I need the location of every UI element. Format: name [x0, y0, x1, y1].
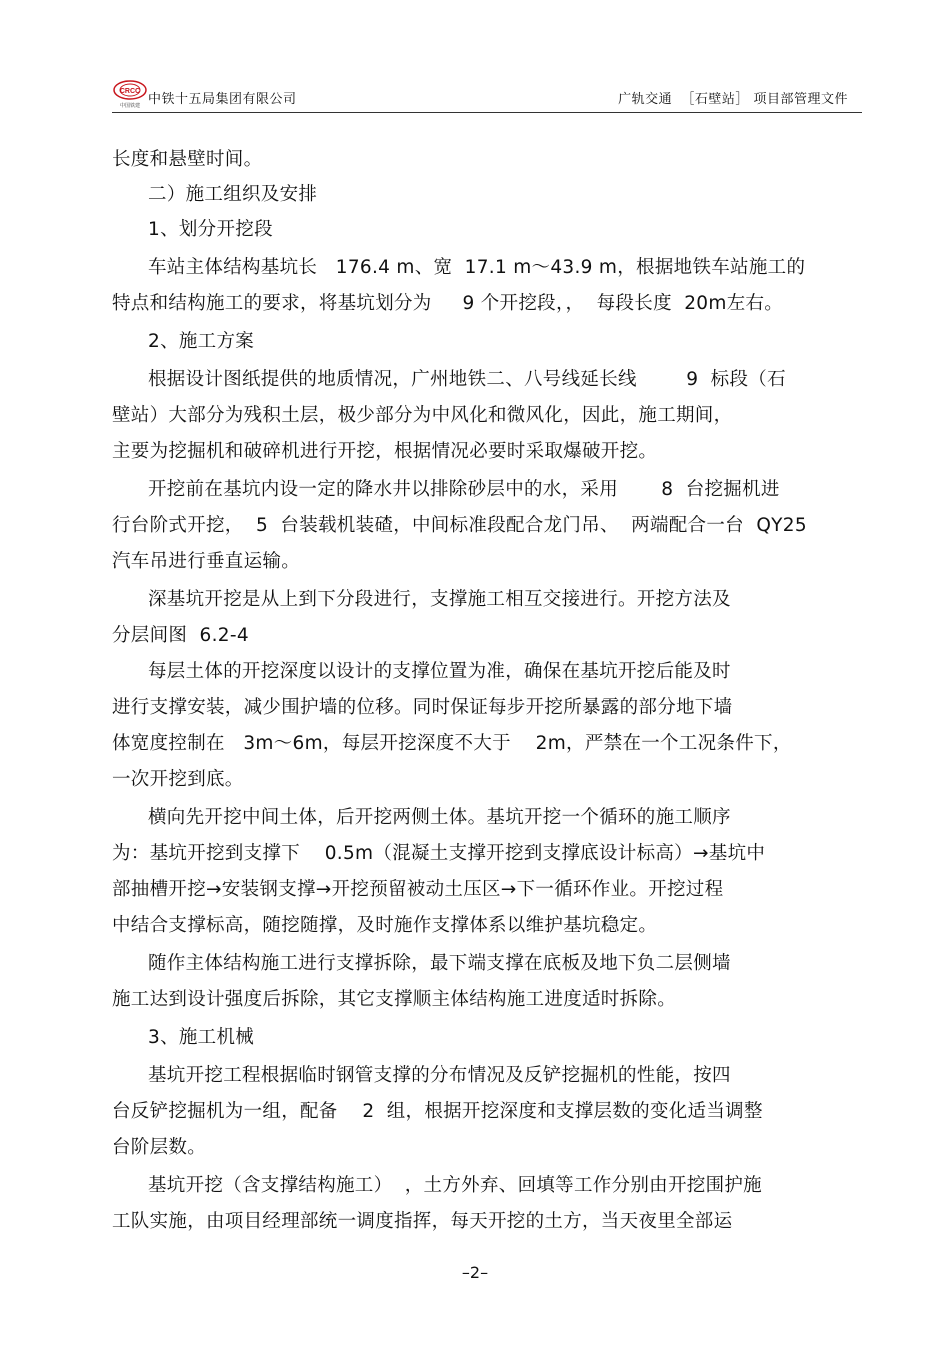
body-line: 壁站）大部分为残积土层，极少部分为中风化和微风化，因此，施工期间， — [112, 405, 733, 426]
body-line: 根据设计图纸提供的地质情况，广州地铁二、八号线延长线 9 标段（石 — [148, 369, 786, 390]
body-line: 一次开挖到底。 — [112, 769, 244, 790]
logo-small-text: 中国铁建 — [119, 103, 141, 109]
logo-text: CRCC — [119, 88, 141, 95]
body-line: 台阶层数。 — [112, 1137, 207, 1158]
body-line: 行台阶式开挖， 5 台装载机装碴，中间标准段配合龙门吊、 两端配合一台 QY25 — [112, 515, 807, 536]
crcc-logo — [112, 80, 148, 110]
page-header — [112, 78, 862, 112]
body-line: 台反铲挖掘机为一组，配备 2 组，根据开挖深度和支撑层数的变化适当调整 — [112, 1101, 763, 1122]
body-line: 基坑开挖工程根据临时钢管支撑的分布情况及反铲挖掘机的性能，按四 — [148, 1065, 731, 1086]
body-line: 工队实施，由项目经理部统一调度指挥，每天开挖的土方，当天夜里全部运 — [112, 1211, 733, 1232]
body-line: 分层间图 6.2-4 — [112, 625, 249, 646]
body-line: 1、划分开挖段 — [148, 219, 273, 240]
body-line: 汽车吊进行垂直运输。 — [112, 551, 301, 572]
body-line: 开挖前在基坑内设一定的降水井以排除砂层中的水，采用 8 台挖掘机进 — [148, 479, 780, 500]
body-line: 每层土体的开挖深度以设计的支撑位置为准，确保在基坑开挖后能及时 — [148, 661, 731, 682]
body-line: 3、施工机械 — [148, 1027, 255, 1048]
body-line: 随作主体结构施工进行支撑拆除，最下端支撑在底板及地下负二层侧墙 — [148, 953, 731, 974]
body-line: 中结合支撑标高，随挖随撑，及时施作支撑体系以维护基坑稳定。 — [112, 915, 658, 936]
header-rule — [112, 112, 862, 113]
body-line: 体宽度控制在 3m～6m，每层开挖深度不大于 2m，严禁在一个工况条件下， — [112, 733, 792, 754]
body-line: 特点和结构施工的要求，将基坑划分为 9 个开挖段，， 每段长度 20m左右。 — [112, 293, 784, 314]
body-line: 横向先开挖中间土体，后开挖两侧土体。基坑开挖一个循环的施工顺序 — [148, 807, 731, 828]
body-line: 二）施工组织及安排 — [148, 184, 318, 205]
body-line: 部抽槽开挖→安装钢支撑→开挖预留被动土压区→下一循环作业。开挖过程 — [112, 879, 724, 900]
body-line: 基坑开挖（含支撑结构施工） ，土方外弃、回填等工作分别由开挖围护施 — [148, 1175, 762, 1196]
document-title: 广轨交通 ［石壁站］ 项目部管理文件 — [618, 92, 848, 107]
body-line: 施工达到设计强度后拆除，其它支撑顺主体结构施工进度适时拆除。 — [112, 989, 677, 1010]
body-line: 深基坑开挖是从上到下分段进行，支撑施工相互交接进行。开挖方法及 — [148, 589, 731, 610]
body-line: 2、施工方案 — [148, 331, 255, 352]
organization-name: 中铁十五局集团有限公司 — [148, 92, 297, 107]
body-line: 为：基坑开挖到支撑下 0.5m（混凝土支撑开挖到支撑底设计标高）→基坑中 — [112, 843, 766, 864]
body-line: 车站主体结构基坑长 176.4 m、宽 17.1 m～43.9 m，根据地铁车站施工的 — [148, 257, 806, 278]
body-line: 主要为挖掘机和破碎机进行开挖，根据情况必要时采取爆破开挖。 — [112, 441, 658, 462]
page-number: –2– — [461, 1263, 489, 1282]
body-line: 长度和悬壁时间。 — [112, 149, 263, 170]
body-line: 进行支撑安装，减少围护墙的位移。同时保证每步开挖所暴露的部分地下墙 — [112, 697, 733, 718]
